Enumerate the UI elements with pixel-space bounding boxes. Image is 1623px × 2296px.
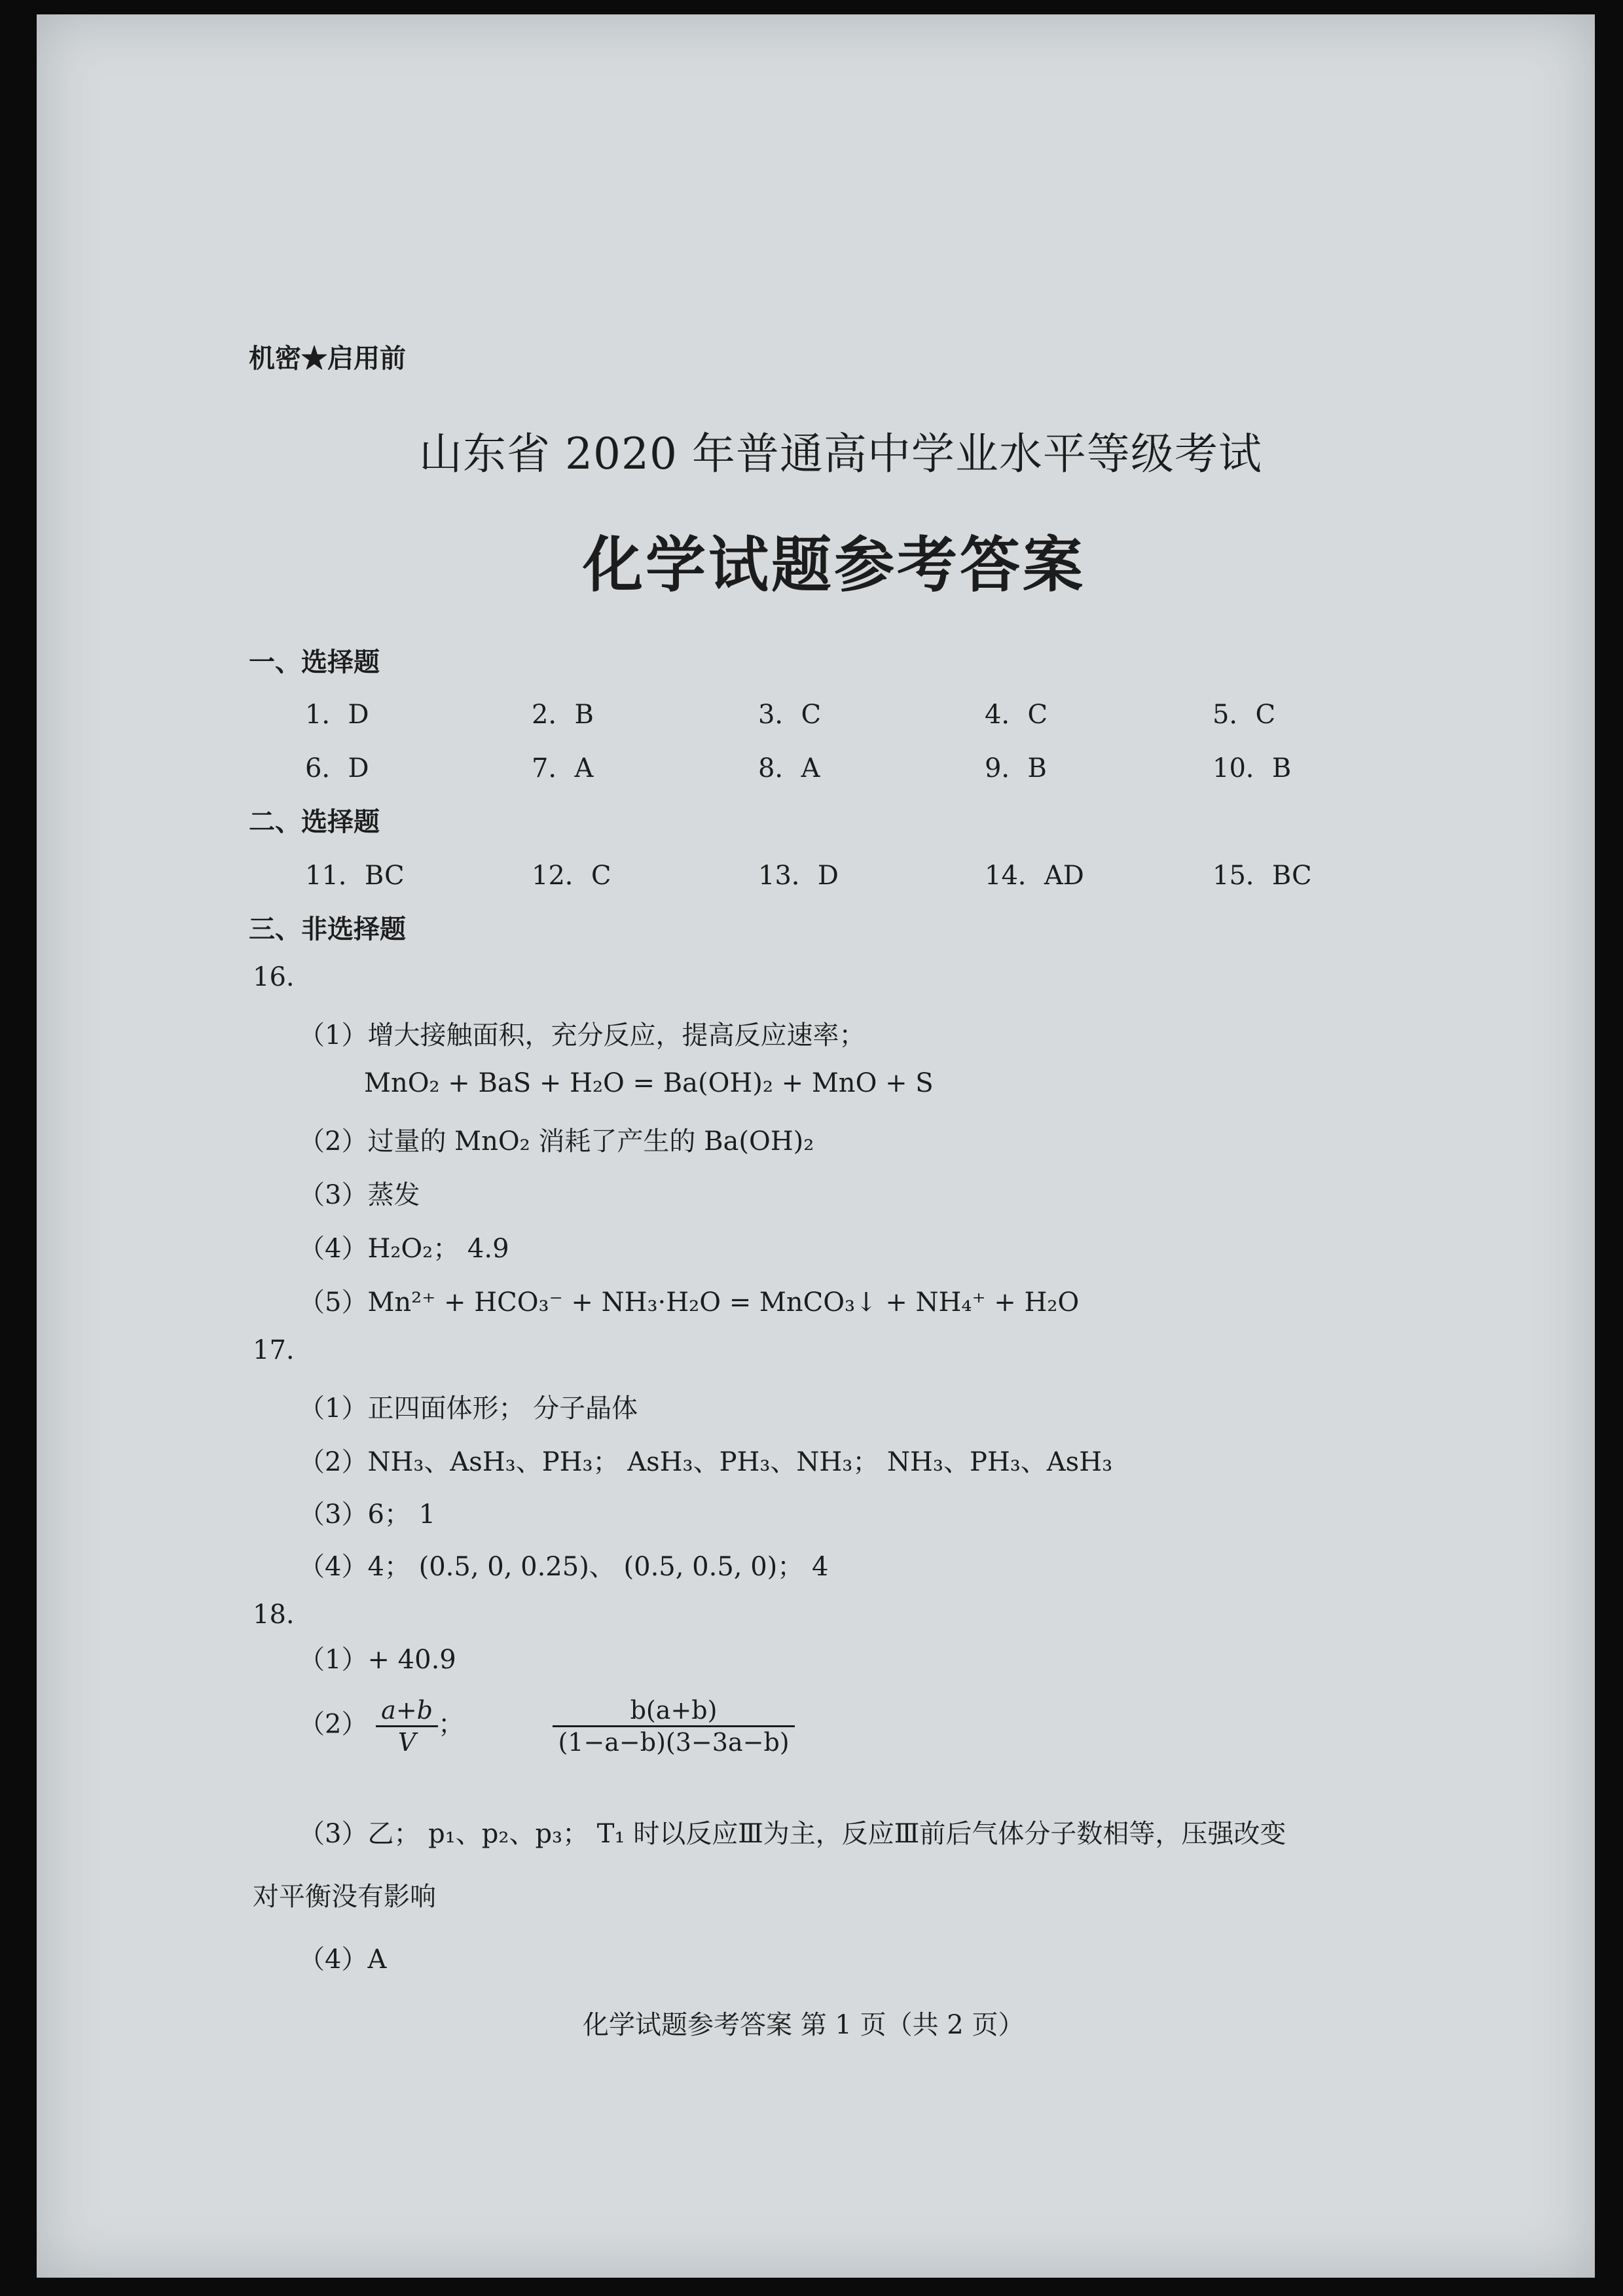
answer-2: 2．B <box>532 700 594 730</box>
q17-part3-text: 6； 1 <box>367 1499 436 1530</box>
q17-part3-label: （3） <box>299 1499 368 1530</box>
q16-part4-text: H₂O₂； 4.9 <box>367 1234 509 1264</box>
q16-part2-text: 过量的 MnO₂ 消耗了产生的 Ba(OH)₂ <box>367 1126 814 1157</box>
section-3-title: 三、非选择题 <box>249 914 406 944</box>
answer-7: 7．A <box>532 753 594 783</box>
q16-part5-label: （5） <box>299 1287 368 1318</box>
section-2-title: 二、选择题 <box>249 806 380 837</box>
answer-8: 8．A <box>758 753 820 783</box>
q18-part2-separator: ； <box>438 1709 464 1740</box>
q18-part2 <box>299 1695 795 1757</box>
answer-15: 15．BC <box>1213 861 1312 891</box>
q16-part1-label: （1） <box>299 1020 368 1050</box>
q17-part4 <box>299 1546 828 1583</box>
q18-fraction-2 <box>553 1695 794 1757</box>
q16-part4 <box>299 1228 509 1265</box>
answer-9: 9．B <box>985 753 1047 783</box>
page-footer: 化学试题参考答案 第 1 页（共 2 页） <box>583 2010 1025 2040</box>
q16-part5-text: Mn²⁺ + HCO₃⁻ + NH₃·H₂O = MnCO₃↓ + NH₄⁺ + H₂O <box>367 1287 1080 1318</box>
q17-part2 <box>299 1441 1112 1479</box>
q17-part4-label: （4） <box>299 1552 368 1582</box>
answer-11: 11．BC <box>305 861 405 891</box>
section-1-title: 一、选择题 <box>249 647 380 677</box>
answer-6: 6．D <box>305 753 369 783</box>
q17-part1-text: 正四面体形； 分子晶体 <box>367 1393 638 1424</box>
q16-part2 <box>299 1121 814 1158</box>
page-title: 化学试题参考答案 <box>583 529 1086 600</box>
q17-part2-text: NH₃、AsH₃、PH₃； AsH₃、PH₃、NH₃； NH₃、PH₃、AsH₃ <box>367 1447 1113 1477</box>
q18-part4-text: A <box>367 1945 387 1975</box>
exam-subtitle: 山东省 2020 年普通高中学业水平等级考试 <box>419 429 1262 479</box>
q18-part3 <box>299 1813 1286 1850</box>
q18-part1 <box>299 1639 456 1676</box>
question-17-number: 17. <box>253 1335 295 1365</box>
q16-part1-text: 增大接触面积，充分反应，提高反应速率； <box>367 1020 866 1050</box>
q18-part3-label: （3） <box>299 1819 368 1849</box>
q18-fraction-1-numerator: a+b <box>376 1695 438 1727</box>
answer-5: 5．C <box>1213 700 1276 730</box>
q18-part1-text: + 40.9 <box>367 1645 456 1675</box>
answer-4: 4．C <box>985 700 1048 730</box>
answer-1: 1．D <box>305 700 369 730</box>
question-18-number: 18. <box>253 1600 295 1630</box>
q17-part2-label: （2） <box>299 1447 368 1477</box>
q18-part4-label: （4） <box>299 1945 368 1975</box>
q16-part3-text: 蒸发 <box>367 1180 420 1210</box>
q17-part1 <box>299 1388 638 1425</box>
answer-3: 3．C <box>758 700 822 730</box>
answer-14: 14．AD <box>985 861 1084 891</box>
q18-part3-continued: 对平衡没有影响 <box>253 1882 436 1912</box>
q18-part4 <box>299 1939 386 1976</box>
answer-13: 13．D <box>758 861 839 891</box>
q17-part3 <box>299 1494 435 1531</box>
q16-part1-equation: MnO₂ + BaS + H₂O = Ba(OH)₂ + MnO + S <box>364 1068 934 1098</box>
q16-part5 <box>299 1282 1079 1319</box>
q18-part1-label: （1） <box>299 1645 368 1675</box>
q17-part4-text: 4； (0.5, 0, 0.25)、 (0.5, 0.5, 0)； 4 <box>367 1552 829 1582</box>
q18-fraction-1-denominator: V <box>397 1728 416 1757</box>
q18-part3-text: 乙； p₁、p₂、p₃； T₁ 时以反应Ⅲ为主，反应Ⅲ前后气体分子数相等，压强改变 <box>367 1819 1286 1849</box>
q18-fraction-2-numerator: b(a+b) <box>553 1695 794 1727</box>
question-16-number: 16. <box>253 962 295 992</box>
q18-fraction-1 <box>376 1695 438 1757</box>
answer-10: 10．B <box>1213 753 1292 783</box>
q16-part1 <box>299 1014 865 1052</box>
q17-part1-label: （1） <box>299 1393 368 1424</box>
q16-part4-label: （4） <box>299 1234 368 1264</box>
q16-part3 <box>299 1174 420 1211</box>
q18-fraction-2-denominator: (1−a−b)(3−3a−b) <box>558 1728 790 1757</box>
q16-part2-label: （2） <box>299 1126 368 1157</box>
q18-part2-label: （2） <box>299 1709 368 1740</box>
answer-12: 12．C <box>532 861 611 891</box>
confidential-mark: 机密★启用前 <box>249 343 406 374</box>
q16-part3-label: （3） <box>299 1180 368 1210</box>
